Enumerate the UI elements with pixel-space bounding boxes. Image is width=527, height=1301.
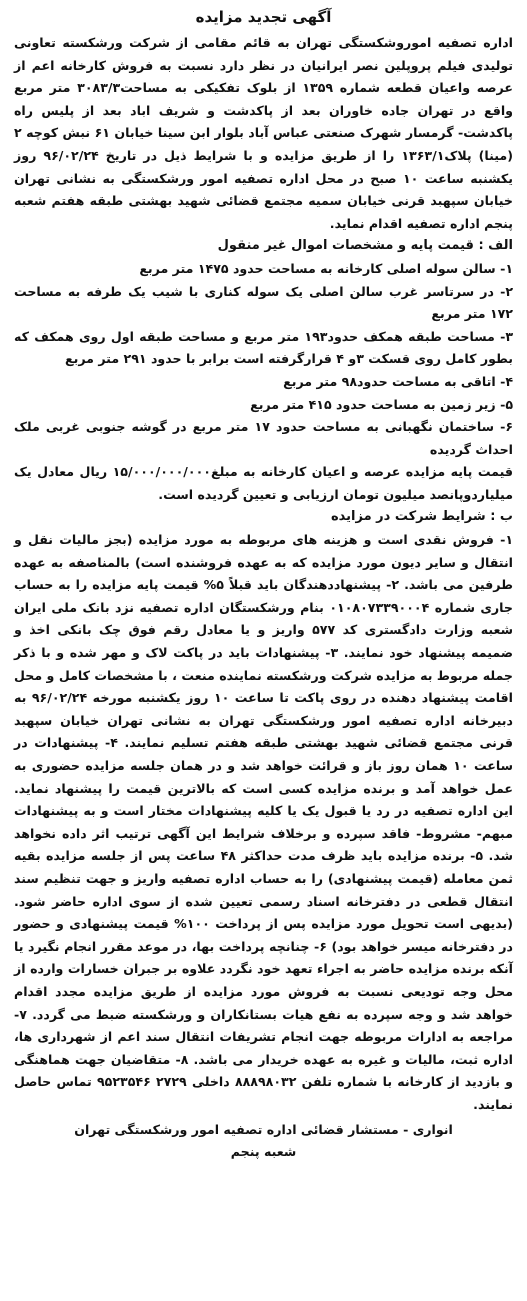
section-a-title: الف : قیمت پایه و مشخصات اموال غیر منقول bbox=[217, 238, 513, 254]
property-item-1: ۱- سالن سوله اصلی کارخانه به مساحت حدود ۱۴۷۵ متر مربع bbox=[139, 260, 513, 276]
property-item-3: ۳- مساحت طبقه همکف حدود۱۹۳ متر مربع و مساحت طبقه اول روی همکف که بطور کامل روی قسکت ۳و ۴ قرارگرفته است برابر با حدود ۲۹۱ متر مربع bbox=[14, 328, 513, 367]
property-item-6: ۶- ساختمان نگهبانی به مساحت حدود ۱۷ متر مربع در گوشه جنوبی غربی ملک احداث گردیده bbox=[14, 419, 513, 457]
property-item-2: ۲- در سرتاسر غرب سالن اصلی یک سوله کناری با شیب یک طرفه به مساحت ۱۷۲ متر مربع bbox=[14, 283, 513, 322]
property-item-4: ۴- اتاقی به مساحت حدود۹۸ متر مربع bbox=[283, 373, 513, 389]
base-price: قیمت پایه مزایده عرصه و اعیان کارخانه به مبلغ۱۵/۰۰۰/۰۰۰/۰۰۰ ریال معادل یک میلیاردوپانصد میلیون تومان ارزیابی و تعیین گردیده است. bbox=[14, 464, 513, 502]
signature-line-1: انواری - مستشار قضائی اداره تصفیه امور ورشکستگی تهران bbox=[74, 1121, 453, 1137]
signature-block bbox=[14, 1119, 513, 1163]
auction-conditions: ۱- فروش نقدی است و هزینه های مربوطه به مورد مزایده (بجز مالیات نقل و انتقال و سایر دیون مورد مزایده که به عهده فروشنده است) بالمناصفه به عهده طرفین می باشد. ۲- پیشنهاددهندگان باید قبلاً ۵% قیمت پایه مزایده را به حساب جاری شماره ۰۱۰۸۰۷۳۳۹۰۰۰۴ بنام ورشکستگان اداره تصفیه نزد بانک ملی ایران شعبه وزارت دادگستری کد ۵۷۷ واریز و یا معادل رقم فوق چک بانکی اخذ و ضمیمه پیشنهاد خود نمایند. ۳- پیشنهادات باید در پاکت لاک و مهر شده و با ذکر جمله مربوط به مزایده شرکت ورشکسته نماینده منعت ، با مشخصات کامل و محل اقامت پیشنهاد دهنده در روی پاکت تا ساعت ۱۰ روز یکشنبه مورخه ۹۶/۰۲/۲۴ به دبیرخانه اداره تصفیه امور ورشکستگی تهران به نشانی تهران خیابان سپهبد قرنی مجتمع قضائی شهید بهشتی طبقه هفتم تسلیم نمایند. ۴- پیشنهادات در ساعت ۱۰ همان روز باز و قرائت خواهد شد و در همان جلسه مزایده حضوری به عمل خواهد آمد و برنده مزایده کسی است که بالاترین قیمت را پیشنهاد نماید. این اداره تصفیه در رد یا قبول یک یا کلیه پیشنهادات مختار است و به پیشنهادات مبهم- مشروط- فاقد سپرده و برخلاف شرایط این آگهی ترتیب اثر داده نخواهد شد. ۵- برنده مزایده باید ظرف مدت حداکثر ۴۸ ساعت پس از جلسه مزایده بقیه ثمن معامله (قیمت پیشنهادی) را به حساب اداره تصفیه واریز و جهت تنظیم سند انتقال قطعی در دفترخانه اسناد رسمی تعیین شده از سوی اداره حاضر شود. (بدیهی است تحویل مورد مزایده پس از پرداخت ۱۰۰% قیمت پیشنهادی و حضور در دفترخانه میسر خواهد بود) ۶- چنانچه پرداخت بها، در موعد مقرر انجام نگیرد یا آنکه برنده مزایده حاضر به اجراء تعهد خود نگردد علاوه بر جبران خسارات وارده از محل وجه تودیعی نسبت به فروش مورد مزایده از طریق مزایده مجدد اقدام خواهد شد و وجه سپرده به نفع هیات بستانکاران و ورشکسته ضبط می گردد. ۷- مراجعه به ادارات مربوطه جهت انجام تشریفات انتقال سند اعم از شهرداری ها، اداره ثبت، مالیات و غیره به عهده خریدار می باشد. ۸- متقاضیان جهت هماهنگی و بازدید از کارخانه با شماره تلفن ۸۸۸۹۸۰۳۲ داخلی ۲۷۲۹ ۹۵۲۳۵۴۶ تماس حاصل نمایند. bbox=[14, 532, 514, 1112]
property-item-5: ۵- زیر زمین به مساحت حدود ۴۱۵ متر مربع bbox=[250, 396, 513, 412]
signature-line-2: شعبه پنجم bbox=[230, 1143, 297, 1159]
notice-title: آگهی تجدید مزایده bbox=[195, 8, 332, 26]
section-b-title: ب : شرایط شرکت در مزایده bbox=[330, 509, 513, 525]
notice-intro: اداره تصفیه اموروشکستگی تهران به قائم مقامی از شرکت ورشکسته تعاونی تولیدی فیلم پروپلین نصر ایرانیان در نظر دارد نسبت به فروش کارخانه اعم از عرصه واعیان قطعه شماره ۱۳۵۹ از بلوک تفکیکی به مساحت۳۰۸۳/۳ متر مربع واقع در تهران جاده خاوران بعد از پاکدشت و شریف اباد بعد از پلیس راه پاکدشت- گرمسار شهرک صنعتی عباس آباد بلوار ابن سینا خیابان ۶۱ نبش کوچه ۲ (مینا) پلاک۱۳۶۳/۱ را از طریق مزایده و با شرایط ذیل در تاریخ ۹۶/۰۲/۲۴ روز یکشنبه ساعت ۱۰ صبح در محل اداره تصفیه امور ورشکستگی به نشانی تهران خیابان سپهبد قرنی خیابان سمیه مجتمع قضائی شهید بهشتی طبقه هفتم شعبه پنجم اداره تصفیه اقدام نماید. bbox=[14, 35, 513, 231]
